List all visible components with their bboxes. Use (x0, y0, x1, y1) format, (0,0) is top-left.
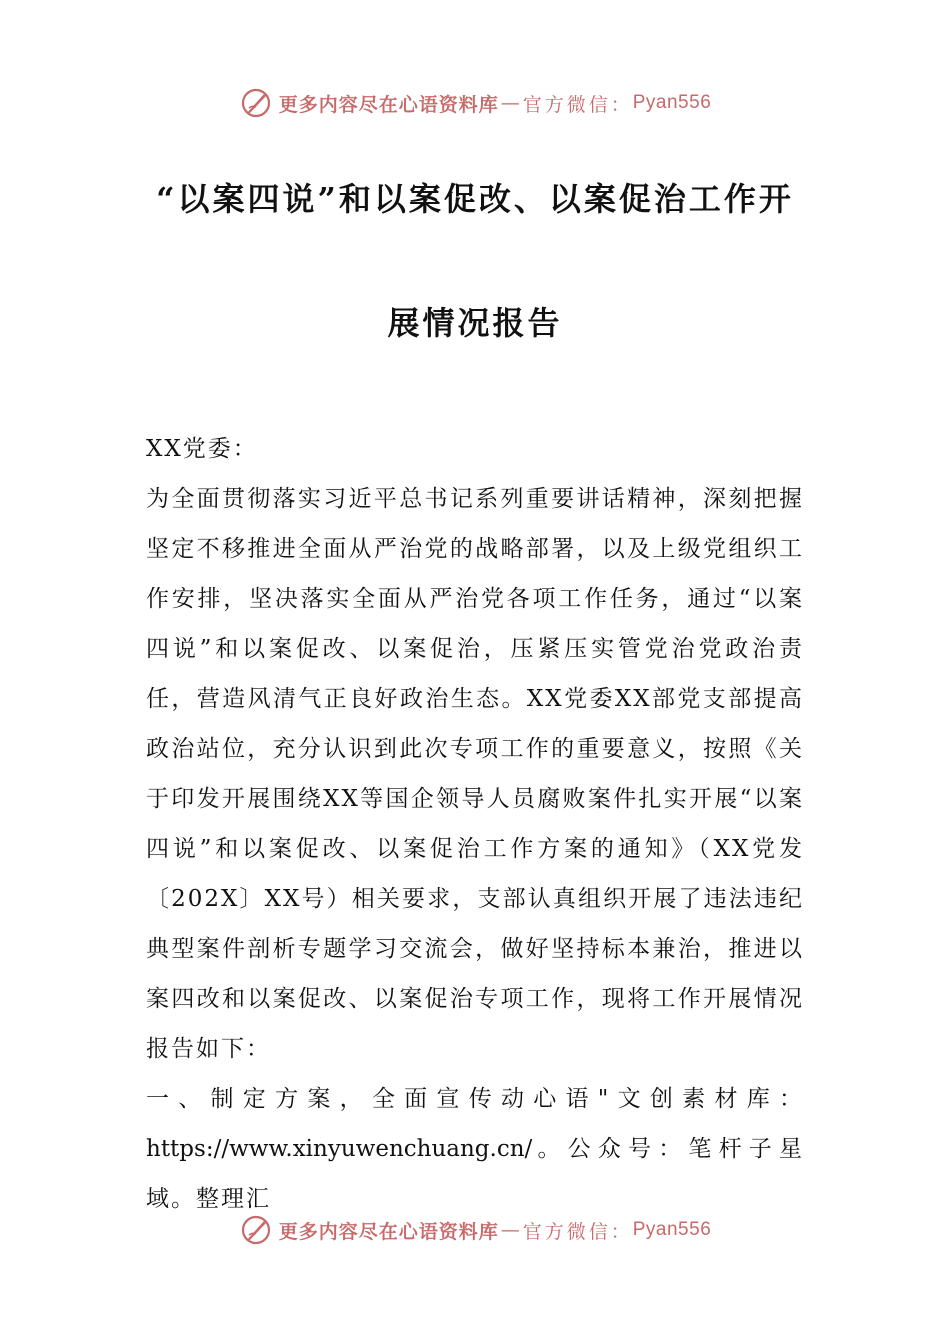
watermark-header (0, 83, 950, 123)
watermark-footer (0, 1210, 950, 1250)
watermark-wechat-label: 官方微信： (522, 1220, 633, 1243)
paragraph-section-1 (146, 1074, 804, 1224)
watermark-brand: 更多内容尽在心语资料库 (278, 1220, 499, 1243)
watermark-wechat-id: Pyan556 (632, 1219, 712, 1240)
document-body (146, 424, 804, 1224)
quill-circle-icon (239, 1213, 273, 1247)
watermark-wechat-id: Pyan556 (632, 92, 712, 113)
watermark-separator: — (500, 92, 521, 114)
quill-circle-icon (239, 86, 273, 120)
salutation: XX党委： (146, 436, 258, 462)
section-1-continuation: 。公众号：笔杆子星域。整理汇 (146, 1136, 804, 1212)
document-title-line-2: 展情况报告 (387, 304, 563, 342)
watermark-brand: 更多内容尽在心语资料库 (278, 93, 499, 116)
paragraph-intro: 为全面贯彻落实习近平总书记系列重要讲话精神，深刻把握坚定不移推进全面从严治党的战略部署，以及上级党组织工作安排，坚决落实全面从严治党各项工作任务，通过“以案四说”和以案促改、以案促治，压紧压实管党治党政治责任，营造风清气正良好政治生态。XX党委XX部党支部提高政治站位，充分认识到此次专项工作的重要意义，按照《关于印发开展围绕XX等国企领导人员腐败案件扎实开展“以案四说”和以案促改、以案促治工作方案的通知》（XX党发〔202X〕XX号）相关要求，支部认真组织开展了违法违纪典型案件剖析专题学习交流会，做好坚持标本兼治，推进以案四改和以案促改、以案促治专项工作，现将工作开展情况报告如下： (146, 486, 804, 1062)
watermark-wechat-label: 官方微信： (522, 93, 633, 116)
website-link[interactable]: https://www.xinyuwenchuang.cn/ (146, 1136, 533, 1162)
document-title-line-1: “以案四说”和以案促改、以案促治工作开 (156, 180, 794, 218)
watermark-separator: — (500, 1219, 521, 1241)
section-1-text: 一、制定方案，全面宣传动心语"文创素材库： (146, 1086, 804, 1112)
